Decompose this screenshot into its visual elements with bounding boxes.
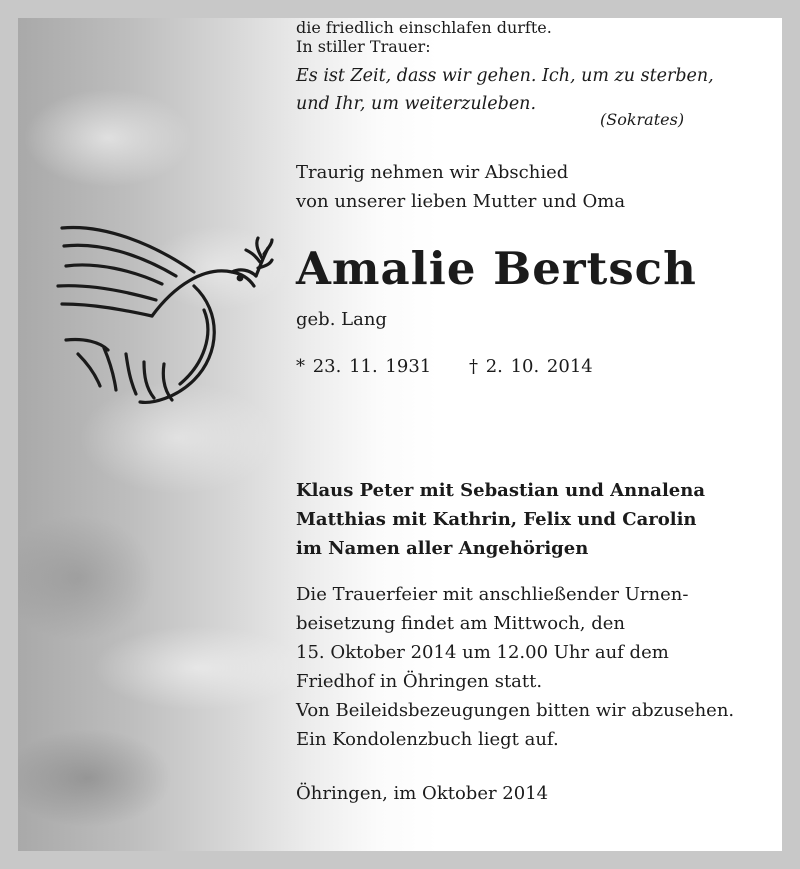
quote-line: Es ist Zeit, dass wir gehen. Ich, um zu sterben, <box>296 66 714 86</box>
passing-line: die friedlich einschlafen durfte. <box>296 18 552 37</box>
family-line: Matthias mit Kathrin, Felix und Carolin <box>296 509 697 530</box>
death-date: † 2. 10. 2014 <box>468 356 593 377</box>
intro-line: von unserer lieben Mutter und Oma <box>296 191 626 212</box>
ceremony-line: Ein Kondolenzbuch liegt auf. <box>296 729 559 750</box>
family-names <box>296 476 705 563</box>
ceremony-line: 15. Oktober 2014 um 12.00 Uhr auf dem <box>296 642 669 663</box>
ceremony-line: Friedhof in Öhringen statt. <box>296 671 543 692</box>
intro-line: Traurig nehmen wir Abschied <box>296 162 569 183</box>
passing-line: In stiller Trauer: <box>296 37 431 56</box>
passing-text <box>296 18 552 56</box>
birth-date: * 23. 11. 1931 <box>296 356 432 377</box>
place-and-date: Öhringen, im Oktober 2014 <box>296 783 549 804</box>
quote-line: und Ihr, um weiterzuleben. <box>296 94 537 114</box>
life-dates <box>296 356 593 377</box>
ceremony-line: Die Trauerfeier mit anschließender Urnen- <box>296 584 689 605</box>
dove-with-olive-branch-icon <box>44 214 274 414</box>
family-line: im Namen aller Angehörigen <box>296 538 589 559</box>
ceremony-line: Von Beileidsbezeugungen bitten wir abzusehen. <box>296 700 735 721</box>
deceased-name: Amalie Bertsch <box>296 242 697 295</box>
intro-text <box>296 158 625 216</box>
family-line: Klaus Peter mit Sebastian und Annalena <box>296 480 705 501</box>
quote-author: (Sokrates) <box>600 110 685 129</box>
ceremony-line: beisetzung findet am Mittwoch, den <box>296 613 626 634</box>
ceremony-details <box>296 580 734 754</box>
maiden-name: geb. Lang <box>296 309 387 330</box>
obituary-card <box>18 18 782 851</box>
